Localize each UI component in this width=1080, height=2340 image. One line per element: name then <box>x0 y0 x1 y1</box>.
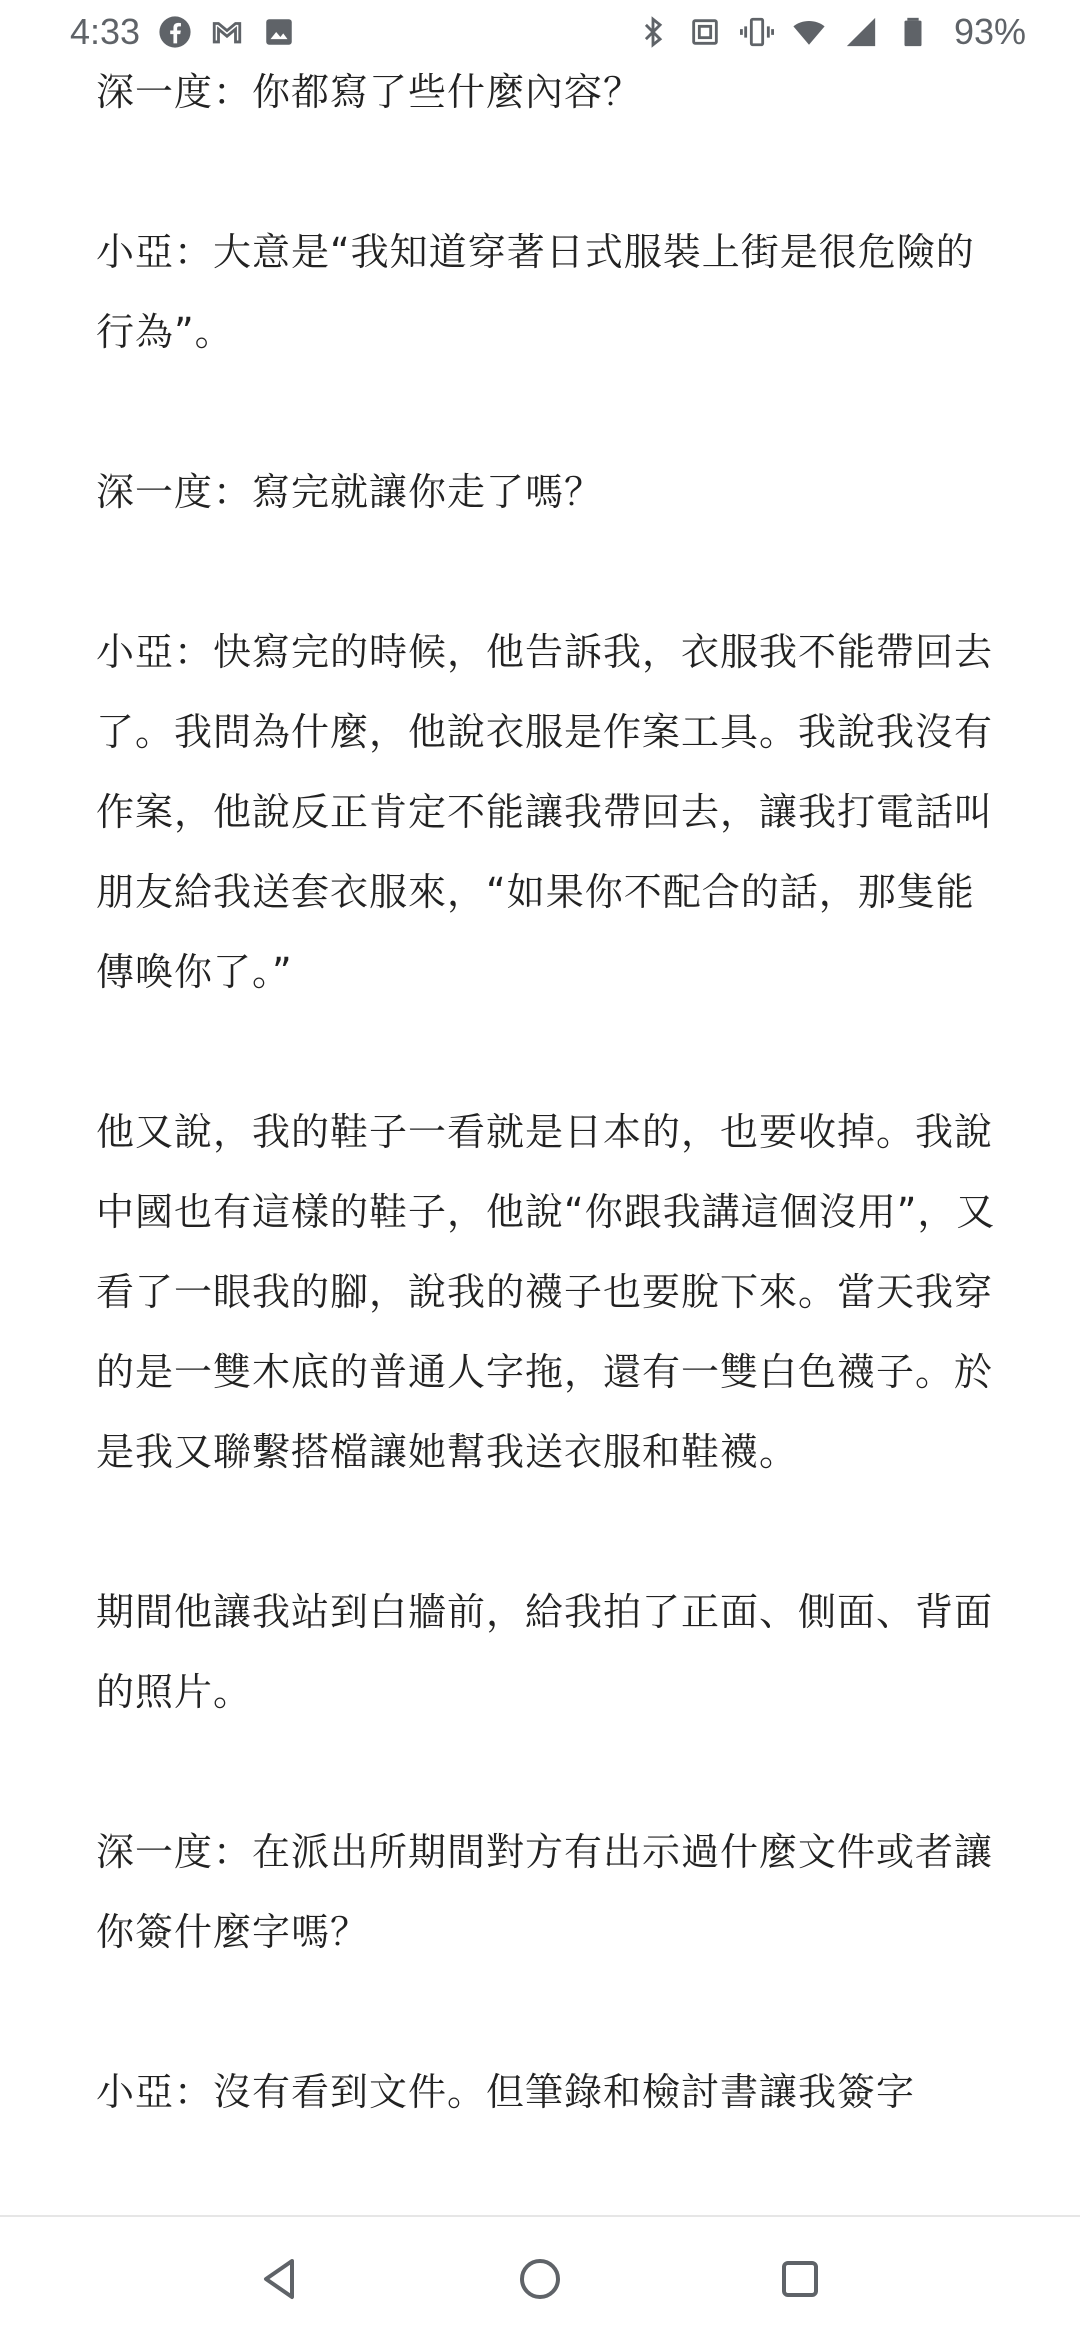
paragraph: 期間他讓我站到白牆前，給我拍了正面、側面、背面的照片。 <box>96 1590 994 1714</box>
battery-percent: 93% <box>953 11 1026 52</box>
back-button[interactable] <box>240 2239 320 2319</box>
signal-icon <box>844 15 878 49</box>
battery-icon <box>896 15 930 49</box>
bluetooth-icon <box>636 15 670 49</box>
article-content <box>96 52 996 2208</box>
home-icon <box>516 2255 564 2303</box>
recents-icon <box>776 2255 824 2303</box>
paragraph: 深一度：你都寫了些什麼內容？ <box>96 70 643 114</box>
paragraph: 小亞：沒有看到文件。但筆錄和檢討書讓我簽字 <box>96 2070 916 2114</box>
status-time: 4:33 <box>70 11 141 52</box>
gmail-icon <box>210 15 244 49</box>
status-right <box>636 11 1026 53</box>
home-button[interactable] <box>500 2239 580 2319</box>
back-icon <box>256 2255 304 2303</box>
status-bar <box>0 0 1080 64</box>
status-left <box>70 11 296 53</box>
image-icon <box>262 15 296 49</box>
paragraph: 小亞：快寫完的時候，他告訴我，衣服我不能帶回去了。我問為什麼，他說衣服是作案工具。我說我沒有作案，他說反正肯定不能讓我帶回去，讓我打電話叫朋友給我送套衣服來，“如果你不配合的話，那隻能傳喚你了。” <box>96 630 994 994</box>
paragraph: 他又說，我的鞋子一看就是日本的，也要收掉。我說中國也有這樣的鞋子，他說“你跟我講這個沒用”，又看了一眼我的腳，說我的襪子也要脫下來。當天我穿的是一雙木底的普通人字拖，還有一雙白色襪子。於是我又聯繫搭檔讓她幫我送衣服和鞋襪。 <box>96 1110 996 1474</box>
nfc-icon <box>688 15 722 49</box>
wifi-icon <box>792 15 826 49</box>
paragraph: 深一度：在派出所期間對方有出示過什麼文件或者讓你簽什麼字嗎？ <box>96 1830 994 1954</box>
vibrate-icon <box>740 15 774 49</box>
recents-button[interactable] <box>760 2239 840 2319</box>
navigation-bar <box>0 2215 1080 2340</box>
facebook-icon <box>158 15 192 49</box>
paragraph: 小亞：大意是“我知道穿著日式服裝上街是很危險的行為”。 <box>96 230 975 354</box>
paragraph: 深一度：寫完就讓你走了嗎？ <box>96 470 604 514</box>
